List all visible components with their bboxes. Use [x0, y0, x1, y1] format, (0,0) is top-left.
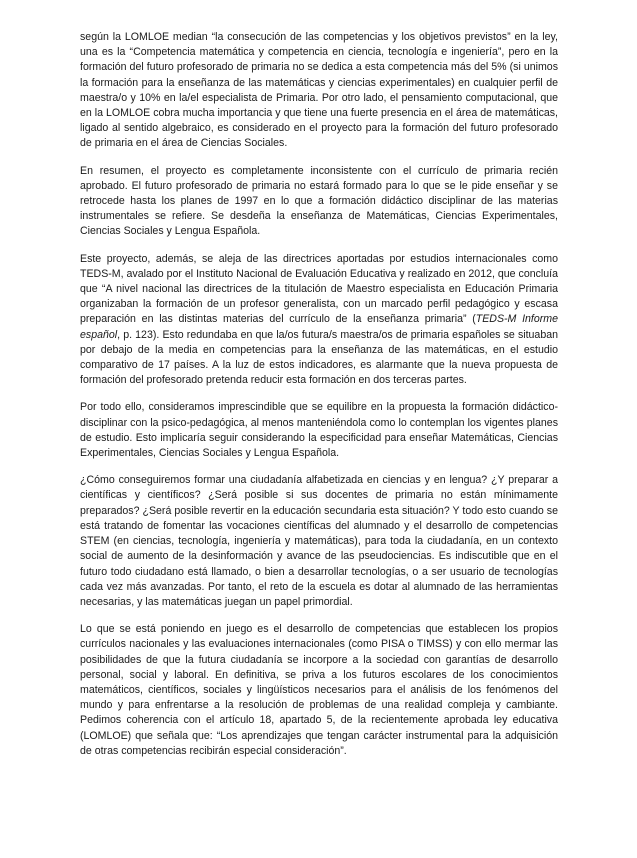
paragraph-text: En resumen, el proyecto es completamente inconsistente con el currículo de primaria recién aprobado. El futuro profesorado de primaria no estará formado para lo que se le pide enseñar y se retrocede hasta los planes de 1997 en lo que a formación didáctico disciplinar de las materias instrumentales se refiere. Se desdeña la enseñanza de Matemáticas, Ciencias Experimentales, Ciencias Sociales y Lengua Española.: [80, 164, 558, 238]
paragraph-balance-proposal: [80, 400, 558, 461]
paragraph-teds-m: [80, 252, 558, 389]
paragraph-lomloe-competencies: [80, 30, 558, 152]
paragraph-text: Lo que se está poniendo en juego es el desarrollo de competencias que establecen los propios currículos nacionales y las evaluaciones internacionales (como PISA o TIMSS) y con ello mermar las posibilidades de que la futura ciudadanía se incorpore a la sociedad con garantías de desarrollo personal, social y laboral. En definitiva, se priva a los futuros escolares de los conocimientos matemáticos, científicos, sociales y lingüísticos necesarios para el análisis de los fenómenos del mundo y para enfrentarse a la resolución de problemas de una realidad compleja y cambiante. Pedimos coherencia con el artículo 18, apartado 5, de la recientemente aprobada ley educativa (LOMLOE) que señala que: “Los aprendizajes que tengan carácter instrumental para la adquisición de otras competencias recibirán especial consideración”.: [80, 623, 558, 757]
paragraph-text: ¿Cómo conseguiremos formar una ciudadanía alfabetizada en ciencias y en lengua? ¿Y preparar a científicas y científicos? ¿Será posible si sus docentes de primaria no están mínimamente preparados? ¿Será posible revertir en la educación secundaria esta situación? Y todo esto cuando se está tratando de fomentar las vocaciones científicas del alumnado y el desarrollo de competencias STEM (en ciencias, tecnología, ingeniería y matemáticas), para toda la ciudadanía, en un contexto social de aumento de la desinformación y avance de las pseudociencias. Es indiscutible que en el futuro todo ciudadano está llamado, o bien a desarrollar tecnologías, o a ser usuario de tecnologías cada vez más avanzadas. Por tanto, el reto de la escuela es dotar al alumnado de las herramientas necesarias, y las matemáticas juegan un papel primordial.: [80, 474, 558, 608]
paragraph-text: según la LOMLOE median “la consecución de las competencias y los objetivos previstos” en la ley, una es la “Competencia matemática y competencia en ciencia, tecnología e ingeniería”, pero en la formación del futuro profesorado de primaria no se dedica a esta competencia más del 5% (si unimos la formación para la enseñanza de las matemáticas y ciencias experimentales) en cualquier perfil de maestra/o y 10% en la/el especialista de Primaria. Por otro lado, el pensamiento computacional, que en la LOMLOE cobra mucha importancia y que tiene una fuerte presencia en el área de matemáticas, ligado al sentido algebraico, es considerado en el proyecto para la formación del futuro profesorado de primaria en el área de Ciencias Sociales.: [80, 31, 558, 150]
document-page: [80, 30, 558, 771]
paragraph-text: Por todo ello, consideramos imprescindible que se equilibre en la propuesta la formación didáctico-disciplinar con la psico-pedagógica, al menos manteniéndola como lo contemplan los vigentes planes de estudio. Esto implicaría seguir considerando la especificidad para enseñar Matemáticas, Ciencias Experimentales, Ciencias Sociales y Lengua Española.: [80, 401, 558, 460]
paragraph-text: , p. 123). Esto redundaba en que la/os futura/s maestra/os de primaria españoles se situaban por debajo de la media en competencias para la enseñanza de las matemáticas, en el estudio comparativo de 17 países. A la luz de estos indicadores, es alarmante que la nueva propuesta de formación del profesorado pretenda reducir esta formación en dos terceras partes.: [80, 328, 558, 387]
paragraph-questions: [80, 473, 558, 610]
paragraph-summary: [80, 164, 558, 240]
paragraph-text: Este proyecto, además, se aleja de las directrices aportadas por estudios internacionales como TEDS-M, avalado por el Instituto Nacional de Evaluación Educativa y realizado en 2012, que concluía que “A nivel nacional las directrices de la titulación de Maestro especialista en Educación Primaria organizaban la formación de un profesor generalista, con un marcado perfil pedagógico y escasa preparación en las distintas materias del currículo de la enseñanza primaria” (: [80, 252, 558, 326]
report-title-italic: TEDS-M Informe español: [80, 313, 559, 341]
paragraph-conclusion: [80, 622, 558, 759]
